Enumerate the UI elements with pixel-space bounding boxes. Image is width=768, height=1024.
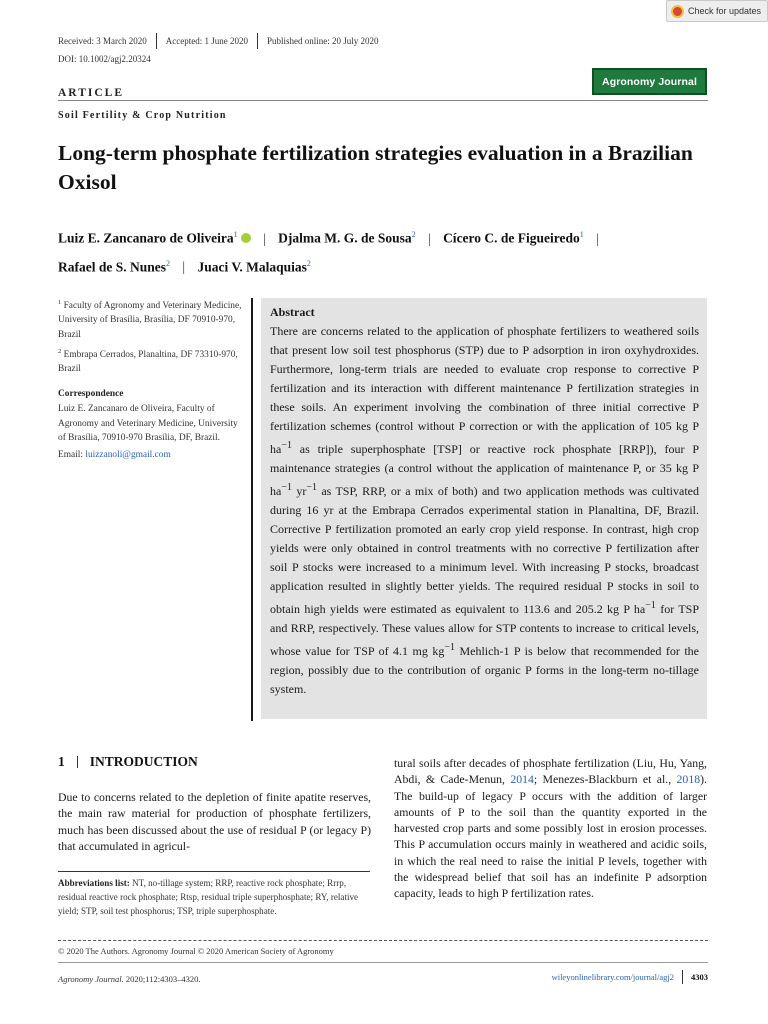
article-title: Long-term phosphate fertilization strategies evaluation in a Brazilian Oxisol [58, 141, 693, 194]
divider: | [182, 259, 186, 274]
journal-url-link[interactable]: wileyonlinelibrary.com/journal/agj2 [551, 972, 674, 982]
affiliation-marker[interactable]: 2 [166, 258, 171, 268]
abbreviations-list: Abbreviations list: NT, no-tillage system; RRP, reactive rock phosphate; Rrrp, residual reactive rock phosphate; Rtsp, residual triple superphosphate; RY, relative yield; STP, soil test phosphorus; TSP, triple superphosphate. [58, 878, 359, 916]
author-name: Juaci V. Malaquias [197, 259, 307, 274]
divider [58, 940, 708, 941]
divider [156, 33, 157, 49]
check-for-updates-label: Check for updates [688, 6, 762, 16]
section-number: 1 [58, 754, 65, 769]
section-heading-introduction [58, 754, 198, 770]
affiliation-marker[interactable]: 1 [579, 230, 584, 239]
affiliation-item: $^1$ Faculty of Agronomy and Veterinary Medicine, University of Brasília, Brasília, DF 70910-970, Brazil [58, 299, 242, 340]
crossmark-icon [671, 5, 684, 18]
email-link[interactable]: luizzanoli@gmail.com [85, 450, 171, 461]
author-name: Rafael de S. Nunes [58, 259, 167, 274]
journal-badge: Agronomy Journal [592, 68, 707, 95]
section-title: INTRODUCTION [89, 754, 198, 769]
divider [257, 33, 258, 49]
correspondence-email: Email: luizzanoli@gmail.com [58, 450, 171, 461]
citation-link[interactable]: 2018 [676, 772, 701, 787]
divider: | [263, 230, 266, 246]
affiliation-item: $^2$ Embrapa Cerrados, Planaltina, DF 73310-970, Brazil [58, 347, 238, 375]
intro-right-column: tural soils after decades of phosphate fertilization (Liu, Hu, Yang, Abdi, & Cade-Menun, 2014; Menezes-Blackburn et al., 2018). The build-up of legacy P occurs with the addition of larger amounts of P to the soil than the quantity exported in the harvested crop parts and some possibly lost in erosion processes. This P accumulation occurs mainly in weathered and acidic soils, in which the real need to raise the initial P levels, together with the widespread belief that soil has an indefinite P adsorption capacity, leads to high P fertilization rates. [394, 756, 707, 901]
affiliation-marker[interactable]: 2 [306, 258, 311, 268]
accepted-date: Accepted: 1 June 2020 [165, 36, 248, 46]
footer-citation: Agronomy Journal. 2020;112:4303–4320. [58, 974, 201, 984]
section-type: Soil Fertility & Crop Nutrition [58, 110, 227, 121]
received-date: Received: 3 March 2020 [58, 36, 147, 46]
correspondence-text: Luiz E. Zancanaro de Oliveira, Faculty of Agronomy and Veterinary Medicine, University of Brasília, 70910-970 Brasília, DF, Brazil. [58, 404, 238, 443]
affiliation-marker[interactable]: 1 [233, 230, 238, 239]
author-name: Luiz E. Zancanaro de Oliveira [58, 230, 234, 246]
citation-link[interactable]: 2014 [510, 772, 534, 787]
divider [58, 100, 708, 101]
divider [77, 756, 78, 768]
affiliation-marker[interactable]: 2 [411, 230, 416, 239]
intro-left-column: Due to concerns related to the depletion of finite apatite reserves, the main raw material for production of phosphate fertilizers, much has been discussed about the use of residual P (or legacy P) that accumulated in agricul- [58, 790, 371, 853]
abstract-box [261, 298, 707, 719]
publication-dates [58, 33, 378, 49]
author-name: Cícero C. de Figueiredo [443, 230, 580, 246]
abstract-heading: Abstract [270, 305, 315, 319]
page-number: 4303 [691, 972, 708, 982]
orcid-icon[interactable] [241, 233, 251, 243]
doi: DOI: 10.1002/agj2.20324 [58, 54, 151, 64]
author-list [58, 222, 718, 279]
divider: | [427, 230, 431, 246]
article-type: ARTICLE [58, 87, 124, 99]
affiliations [58, 296, 243, 465]
divider [58, 871, 370, 872]
author-name: Djalma M. G. de Sousa [278, 230, 412, 246]
published-date: Published online: 20 July 2020 [266, 36, 379, 46]
abstract-text: There are concerns related to the application of phosphate fertilizers to weathered soils that present low soil test phosphorus (STP) due to P adsorption in iron oxyhydroxides. Furthermore, long-term trials are needed to evaluate crop response to corrective P fertilization and its interaction with different maintenance P fertilization strategies in these soils. An experiment involving the combination of three initial corrective P fertilization schemes (control without P correction or with the application of 105 kg P $ha^{-1}$ as triple superphosphate [TSP] or reactive rock phosphate [RRP]), four P maintenance strategies (a control without the application of maintenance P, or 35 kg P $ha^{-1}$ $yr^{-1}$ as TSP, RRP, or a mix of both) and two application methods was cultivated during 16 yr at the Embrapa Cerrados experimental station in Planaltina, DF, Brazil. Corrective P fertilization promoted an early crop yield response. In contrast, high crop yields were only obtained in control treatments with no corrective P fertilization after soil P stocks were increased to a minimum level. With increasing P stocks, broadcast application resulted in slightly better yields. The required residual P stocks in soil to obtain high yields were estimated as equivalent to 113.6 and 205.2 kg P $ha^{-1}$ for TSP and RRP, respectively. These values allow for STP contents to increase to critical levels, whose value for TSP of 4.1 mg $kg^{-1}$ Mehlich-1 P is below that recommended for the region, possibly due to the contribution of organic P forms in the long-term no-tillage system. [270, 324, 700, 696]
divider [682, 970, 683, 984]
divider [58, 962, 708, 963]
footer-right [552, 970, 708, 984]
abstract-rule [251, 298, 253, 721]
copyright-notice: © 2020 The Authors. Agronomy Journal © 2020 American Society of Agronomy [58, 946, 334, 956]
check-for-updates-button[interactable] [666, 0, 768, 22]
divider: | [596, 230, 599, 246]
correspondence-heading: Correspondence [58, 389, 124, 400]
